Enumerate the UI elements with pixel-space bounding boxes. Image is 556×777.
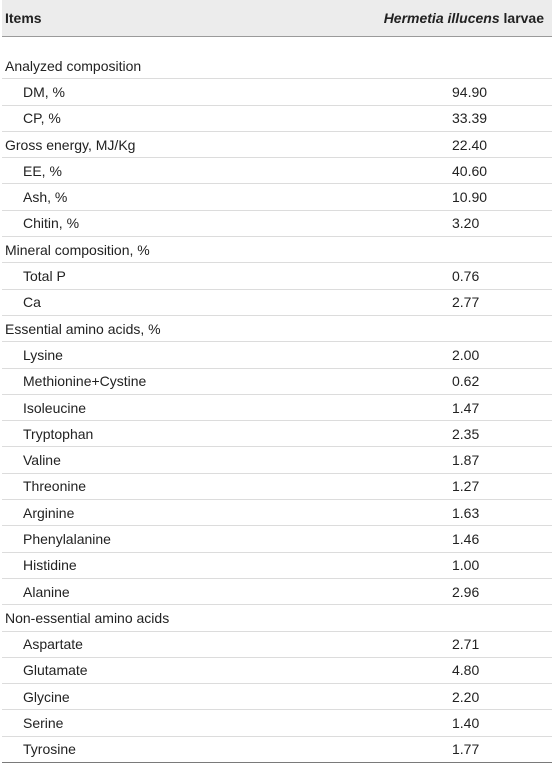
- row-value: 1.27: [452, 478, 480, 495]
- table-row: [2, 290, 552, 316]
- row-label: Analyzed composition: [5, 57, 142, 74]
- row-label: DM, %: [23, 83, 65, 100]
- row-label: Isoleucine: [23, 399, 87, 416]
- row-label: Mineral composition, %: [5, 241, 150, 258]
- table-row: [2, 474, 552, 500]
- row-value: 2.77: [452, 294, 480, 311]
- header-hermetia-larvae: [384, 10, 544, 26]
- table-row: [2, 342, 552, 368]
- row-label: Ash, %: [23, 189, 68, 206]
- table-row: [2, 184, 552, 210]
- row-label: Lysine: [23, 346, 63, 363]
- header-species-name: Hermetia illucens: [383, 10, 500, 26]
- row-value: 3.20: [452, 215, 480, 232]
- header-species-suffix: larvae: [499, 10, 544, 26]
- table-row: [2, 526, 552, 552]
- row-label: Alanine: [23, 583, 70, 600]
- row-label: Tryptophan: [23, 425, 94, 442]
- row-label: Phenylalanine: [23, 530, 111, 547]
- row-label: Chitin, %: [23, 215, 80, 232]
- table-row: [2, 579, 552, 605]
- row-label: Total P: [23, 268, 66, 285]
- table-row: [2, 447, 552, 473]
- header-items: Items: [5, 10, 42, 26]
- row-value: 0.62: [452, 373, 480, 390]
- row-value: 94.90: [452, 83, 488, 100]
- row-value: 40.60: [452, 162, 488, 179]
- row-label: Methionine+Cystine: [23, 373, 147, 390]
- row-label: Valine: [23, 452, 61, 469]
- row-label: Glycine: [23, 688, 70, 705]
- table-row: [2, 237, 552, 263]
- table-row: [2, 553, 552, 579]
- row-value: 0.76: [452, 268, 480, 285]
- row-label: Threonine: [23, 478, 87, 495]
- row-value: 1.00: [452, 557, 480, 574]
- table-row: [2, 132, 552, 158]
- row-label: Arginine: [23, 504, 75, 521]
- table-row: [2, 158, 552, 184]
- row-value: 1.77: [452, 741, 480, 758]
- row-label: Ca: [23, 294, 41, 311]
- table-row: [2, 106, 552, 132]
- table-row: [2, 211, 552, 237]
- row-value: 2.35: [452, 425, 480, 442]
- row-value: 10.90: [452, 189, 488, 206]
- row-value: 1.46: [452, 530, 480, 547]
- row-label: Aspartate: [23, 636, 83, 653]
- row-label: Non-essential amino acids: [5, 609, 170, 626]
- table-header: [2, 0, 552, 37]
- row-value: 2.00: [452, 346, 480, 363]
- table-row: [2, 369, 552, 395]
- row-value: 1.40: [452, 715, 480, 732]
- row-value: 1.87: [452, 452, 480, 469]
- table-row: [2, 684, 552, 710]
- row-label: Glutamate: [23, 662, 88, 679]
- row-value: 2.71: [452, 636, 480, 653]
- table-row: [2, 710, 552, 736]
- header-gap: [2, 37, 552, 53]
- composition-table: [2, 0, 552, 763]
- table-row: [2, 53, 552, 79]
- table-body: [2, 53, 552, 763]
- table-row: [2, 737, 552, 763]
- row-value: 2.96: [452, 583, 480, 600]
- row-value: 1.47: [452, 399, 480, 416]
- table-row: [2, 421, 552, 447]
- table-row: [2, 605, 552, 631]
- row-value: 2.20: [452, 688, 480, 705]
- row-label: Histidine: [23, 557, 77, 574]
- table-row: [2, 658, 552, 684]
- row-label: EE, %: [23, 162, 62, 179]
- table-row: [2, 632, 552, 658]
- row-label: Gross energy, MJ/Kg: [5, 136, 136, 153]
- row-label: CP, %: [23, 110, 61, 127]
- row-label: Serine: [23, 715, 64, 732]
- table-row: [2, 79, 552, 105]
- row-value: 33.39: [452, 110, 488, 127]
- row-value: 22.40: [452, 136, 488, 153]
- table-row: [2, 500, 552, 526]
- row-label: Essential amino acids, %: [5, 320, 161, 337]
- table-row: [2, 263, 552, 289]
- table-row: [2, 316, 552, 342]
- row-value: 4.80: [452, 662, 480, 679]
- table-row: [2, 395, 552, 421]
- row-value: 1.63: [452, 504, 480, 521]
- row-label: Tyrosine: [23, 741, 76, 758]
